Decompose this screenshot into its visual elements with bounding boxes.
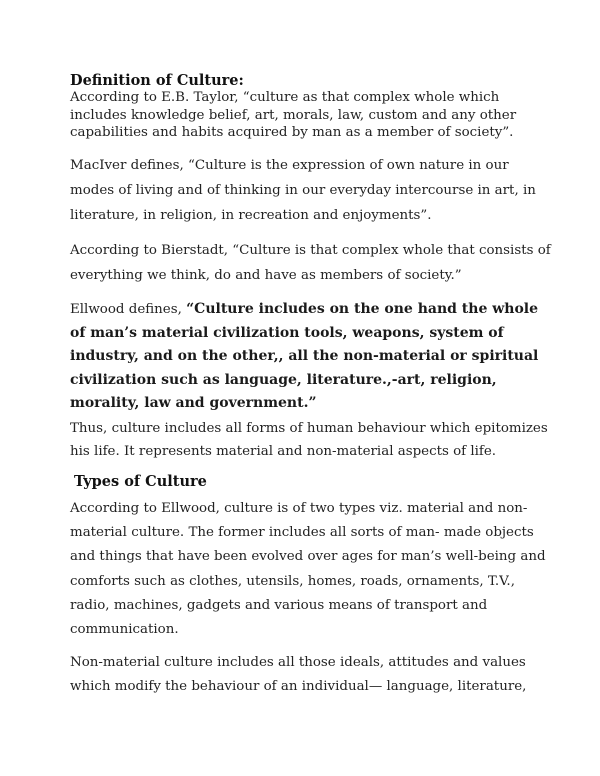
text-line: radio, machines, gadgets and various means of transport and	[70, 597, 488, 613]
text-line: everything we think, do and have as members of society.”	[70, 268, 462, 283]
text-line: According to E.B. Taylor, “culture as that complex whole which	[70, 90, 500, 105]
text-line: his life. It represents material and non-material aspects of life.	[70, 444, 497, 459]
heading-types-of-culture: Types of Culture	[74, 473, 207, 490]
text-line: Thus, culture includes all forms of human behaviour which epitomizes	[70, 421, 548, 436]
text-line: According to Bierstadt, “Culture is that complex whole that consists of	[70, 243, 551, 258]
ellwood-intro-text: Ellwood defines,	[70, 302, 187, 317]
heading-definition-of-culture: Definition of Culture:	[70, 72, 244, 89]
ellwood-quote-bold: of man’s material civilization tools, weapons, system of	[70, 324, 504, 341]
text-line: modes of living and of thinking in our everyday intercourse in art, in	[70, 183, 536, 198]
paragraph-taylor-definition	[70, 89, 540, 142]
paragraph-ellwood-definition	[70, 298, 540, 416]
paragraph-types-of-culture	[70, 497, 546, 642]
text-line: literature, in religion, in recreation and enjoyments”.	[70, 208, 432, 223]
ellwood-quote-bold: industry, and on the other,, all the non-material or spiritual	[70, 348, 539, 364]
text-line: comforts such as clothes, utensils, homes, roads, ornaments, T.V.,	[70, 573, 515, 589]
text-line: Non-material culture includes all those ideals, attitudes and values	[70, 655, 526, 670]
text-line: material culture. The former includes all sorts of man- made objects	[70, 525, 534, 541]
text-line: includes knowledge belief, art, morals, law, custom and any other	[70, 107, 517, 123]
paragraph-thus-summary	[70, 417, 548, 463]
paragraph-bierstadt-definition	[70, 238, 551, 288]
text-line: MacIver defines, “Culture is the expression of own nature in our	[70, 158, 509, 173]
ellwood-quote-bold: morality, law and government.”	[70, 395, 317, 411]
ellwood-quote-bold: civilization such as language, literature.,-art, religion,	[70, 371, 497, 388]
paragraph-non-material-culture	[70, 651, 540, 699]
text-line: communication.	[70, 622, 179, 638]
text-line: capabilities and habits acquired by man as a member of society”.	[70, 125, 514, 140]
text-line: which modify the behaviour of an individual— language, literature,	[70, 679, 527, 694]
paragraph-maciver-definition	[70, 153, 540, 228]
text-line: According to Ellwood, culture is of two types viz. material and non-	[70, 501, 528, 516]
text-line	[70, 298, 540, 322]
text-line: and things that have been evolved over ages for man’s well-being and	[70, 549, 546, 565]
ellwood-quote-bold: “Culture includes on the one hand the whole	[186, 301, 539, 317]
